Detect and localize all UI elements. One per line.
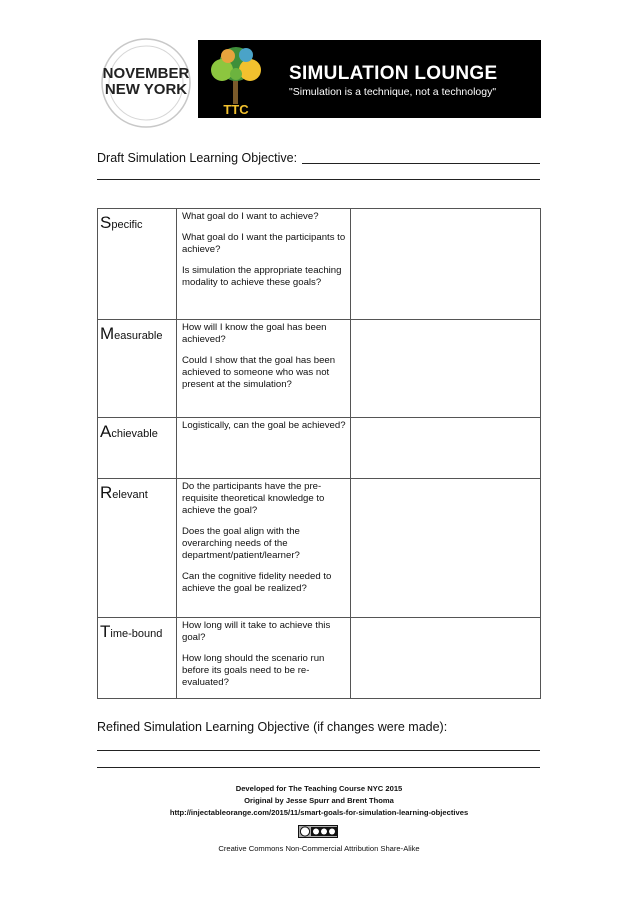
banner-title: SIMULATION LOUNGE — [289, 63, 498, 84]
license-text: Creative Commons Non-Commercial Attribution Share-Alike — [218, 844, 420, 853]
refined-objective-line[interactable] — [97, 767, 540, 768]
question: Can the cognitive fidelity needed to achieve the goal be realized? — [182, 571, 332, 594]
creative-commons-icon — [298, 825, 338, 838]
banner-tagline: "Simulation is a technique, not a technology" — [289, 86, 497, 98]
answer-cell[interactable] — [351, 479, 541, 618]
smart-term: Time-bound — [100, 622, 163, 641]
smart-term: Specific — [100, 213, 143, 232]
smart-term: Measurable — [100, 324, 163, 343]
question: Logistically, can the goal be achieved? — [182, 420, 346, 431]
question: How long should the scenario run before its goals need to be re-evaluated? — [182, 653, 325, 688]
answer-cell[interactable] — [351, 418, 541, 479]
table-row — [98, 320, 541, 418]
november-new-york-seal — [100, 37, 192, 129]
footer-line-1: Developed for The Teaching Course NYC 2015 — [235, 784, 403, 793]
smart-term: Achievable — [100, 422, 158, 441]
footer-line-2: Original by Jesse Spurr and Brent Thoma — [244, 796, 394, 805]
seal-line2: NEW YORK — [104, 81, 188, 98]
draft-objective-line[interactable] — [302, 163, 540, 164]
table-row — [98, 209, 541, 320]
question: What goal do I want the participants to achieve? — [182, 232, 346, 255]
question: Do the participants have the pre-requisite theoretical knowledge to achieve the goal? — [182, 481, 325, 516]
refined-objective-line[interactable] — [97, 750, 540, 751]
question: How will I know the goal has been achieved? — [182, 322, 327, 345]
question: Does the goal align with the overarching needs of the department/patient/learner? — [182, 526, 300, 561]
table-row — [98, 479, 541, 618]
question: Could I show that the goal has been achieved to someone who was not present at the simulation? — [182, 355, 336, 390]
draft-objective-line[interactable] — [97, 179, 540, 180]
answer-cell[interactable] — [351, 618, 541, 699]
tree-label: TTC — [223, 102, 249, 117]
smart-term: Relevant — [100, 483, 148, 502]
simulation-lounge-banner — [198, 40, 541, 118]
question: Is simulation the appropriate teaching modality to achieve these goals? — [182, 265, 342, 288]
table-row — [98, 418, 541, 479]
refined-objective-label: Refined Simulation Learning Objective (if changes were made): — [97, 720, 448, 734]
footer-url[interactable]: http://injectableorange.com/2015/11/smart-goals-for-simulation-learning-objectives — [169, 808, 469, 817]
question: What goal do I want to achieve? — [182, 211, 319, 222]
seal-line1: NOVEMBER — [102, 65, 190, 82]
answer-cell[interactable] — [351, 209, 541, 320]
draft-objective-label: Draft Simulation Learning Objective: — [97, 151, 298, 165]
smart-table — [97, 208, 541, 699]
question: How long will it take to achieve this goal? — [182, 620, 331, 643]
answer-cell[interactable] — [351, 320, 541, 418]
tree-logo-icon — [198, 40, 274, 118]
table-row — [98, 618, 541, 699]
